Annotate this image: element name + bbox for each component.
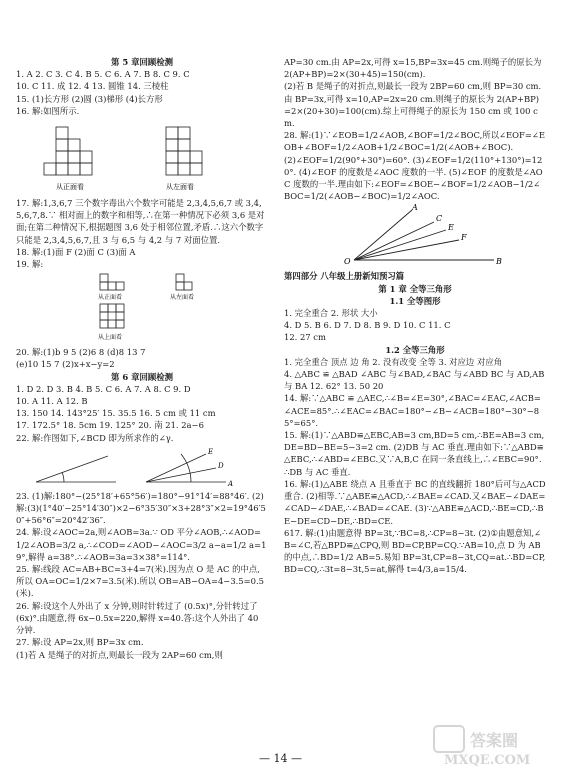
answer-paragraph: AP=30 cm.由 AP=2x,可得 x=15,BP=3x=45 cm.则绳子的原长为 2(AP+BP)=2×(30+45)=150(cm). — [284, 57, 542, 80]
section-title: 1.1 全等图形 — [389, 295, 441, 306]
answer-line: 20. 解:(1)b 9 5 (2)6 8 (d)8 13 7 — [16, 347, 146, 358]
left-column — [16, 56, 268, 661]
answer-line: 16. 解:如图所示. — [16, 105, 80, 116]
point-label: B — [496, 257, 502, 267]
answer-line: 1. A 2. C 3. C 4. B 5. C 6. A 7. B 8. C 9. C — [16, 69, 190, 80]
answer-line: 27. 解:设 AP=2x,则 BP=3x cm. — [16, 637, 144, 648]
chapter6-review-title: 第 6 章回顾检测 — [111, 371, 173, 382]
left-view-label: 从左面看 — [170, 294, 195, 302]
answer-line: 12. 27 cm — [284, 332, 326, 343]
front-view-label: 从正面看 — [98, 294, 123, 302]
top-view-label: 从上面看 — [98, 334, 123, 342]
answer-paragraph: 4. △ABC ≌ △BAD ∠ABC 与∠BAD,∠BAC 与∠ABD BC 与 AD,AB 与 BA 12. 62° 13. 50 20 — [284, 369, 545, 392]
point-label: E — [448, 223, 454, 233]
answer-paragraph: 15. 解:(1)∵△ABD≌△EBC,AB=3 cm,BD=5 cm,∴BE=AB=3 cm,DE=BD−BE=5−3=2 cm. (2)DB 与 AC 垂直.理由如下:∵△ABD≌△EBC,∴∠ABD=∠EBC.又∵A,B,C 在同一条直线上,∴∠EBC=90°.∴DB 与 AC 垂直. — [284, 430, 545, 477]
answer-line: 1. D 2. D 3. B 4. B 5. C 6. A 7. A 8. C 9. D — [16, 383, 191, 394]
svg-text:A: A — [228, 479, 234, 488]
answer-line: 15. (1)长方形 (2)圆 (3)梯形 (4)长方形 — [16, 93, 163, 104]
answer-paragraph: 14. 解:∵△ABC ≌ △AEC,∴∠B=∠E=30°,∠BAC=∠EAC,∠ACB=∠ACE=85°.∴∠EAC=∠BAC=180°−∠B−∠ACB=180°−30°−85°=65°. — [284, 393, 541, 428]
svg-text:答案圈: 答案圈 — [470, 731, 519, 750]
svg-text:D: D — [218, 461, 224, 470]
answer-paragraph: 24. 解:设∠AOC=2a,则∠AOB=3a.∵ OD 平分∠AOB,∴∠AOD=1/2∠AOB=3/2 a,∴∠COD=∠AOD−∠AOC=3/2 a−a=1/2 a=19°,解得 a=38°.∴∠AOB=3a=3×38°=114°. — [16, 527, 267, 562]
chapter5-review-title: 第 5 章回顾检测 — [111, 57, 173, 67]
answer-paragraph: 23. (1)解:180°−(25°18′+65°56′)=180°−91°14′=88°46′. (2)解:(3)(1°40′−25°14′30″)×2−6°35′30″×3+28°3″×2=19°46′50″+56°6″=20°42′36″. — [16, 490, 266, 526]
point-label: O — [344, 257, 351, 267]
answer-line: 10. A 11. A 12. B — [16, 396, 88, 407]
site-watermark-logo — [432, 722, 554, 768]
answer-paragraph: 1. 完全重合 顶点 边 角 2. 没有改变 全等 3. 对应边 对应角 — [284, 356, 503, 367]
part-title: 第四部分 八年级上册新知预习篇 — [284, 271, 405, 282]
answer-line: 18. 解:(1)面 F (2)面 C (3)面 A — [16, 246, 136, 257]
front-view-label: 从正面看 — [56, 183, 84, 192]
answer-line: (e)10 15 7 (2)x+x−y=2 — [16, 359, 115, 370]
answer-paragraph: 28. 解:(1)∵∠EOB=1/2∠AOB,∠BOF=1/2∠BOC,所以∠EOF=∠EOB+∠BOF=1/2∠AOB+1/2∠BOC=1/2(∠AOB+∠BOC). — [284, 130, 545, 153]
answer-paragraph: 17. 解:1,3,6,7 三个数字毒出六个数字可能是 2,3,4,5,6,7 或 3,4,5,6,7,8.∵ 相对面上的数字和相等,∴在第一种情况下必须 3,6 是对面;在第二种情况下,根据题图 3,6 处于相邻位置,矛盾.∴这六个数字只能是 2,3,4,5,6,7,且 3 与 6,5 与 4,2 与 7 对面位置. — [16, 198, 265, 245]
answer-line: 4. D 5. B 6. D 7. D 8. B 9. D 10. C 11. C — [284, 320, 451, 331]
answer-line: 1. 完全重合 2. 形状 大小 — [284, 308, 378, 319]
page-number: — 14 — — [259, 752, 302, 765]
svg-text:MXQE.COM: MXQE.COM — [444, 753, 531, 768]
answer-paragraph: 25. 解:线段 AC=AB+BC=3+4=7(米).因为点 O 是 AC 的中点,所以 OA=OC=1/2×7=3.5(米).所以 OB=AB−OA=4−3.5=0.5(米). — [16, 564, 264, 599]
left-view-label: 从左面看 — [166, 183, 194, 192]
answer-paragraph: 617. 解:(1)由题意得 BP=3t,∵BC=8,∴CP=8−3t. (2)①由题意知,∠B=∠C,若△BPD≌△CPQ,则 BD=CP,BP=CQ.∵AB=10,点 D 为 AB 的中点,∴BD=1/2 AB=5.易知 BP=3t,CP=8−3t,CQ=at.∴BD=CP,BD=CQ,∴3t=8−3t,5=at,解得 t=4/3,a=15/4. — [284, 527, 546, 575]
chapter-title: 第 1 章 全等三角形 — [378, 283, 452, 294]
point-label: C — [436, 214, 443, 224]
answer-line: 19. 解: — [16, 259, 44, 270]
answer-paragraph: (2)若 B 是绳子的对折点,则最长一段为 2BP=60 cm,则 BP=30 cm.由 BP=3x,可得 x=10,AP=2x=20 cm.则绳子的原长为 2(AP+BP)=2×(20+30)=100(cm).综上可得绳子的原长为 150 cm 或 100 cm. — [284, 81, 542, 129]
angle-construction-figure — [16, 446, 268, 488]
answer-paragraph: 16. 解:(1)△ABE 绕点 A 且垂直于 BC 的直线翻折 180°后可与△ACD 重合. (2)相等.∵△ABE≌△ACD,∴∠BAE=∠CAD.又∠BAE−∠DAE=∠CAD−∠DAE,∴∠BAD=∠CAE. (3)∵△ABE≌△ACD,∴BE=CD,∴BE−DE=CD−DE,∴BD=CE. — [284, 478, 546, 526]
cube-views-figure-16 — [16, 119, 268, 195]
answer-paragraph: (2)∠EOF=1/2(90°+30°)=60°. (3)∠EOF=1/2(110°+130°)=120°. (4)∠EOF 的度数是∠AOC 度数的一半. (5)∠EOF 的度数是∠AOC 度数的一半.理由如下:∠EOF=∠BOE−∠BOF=1/2∠AOB−1/2∠BOC=1/2(∠AOB−∠BOC)=1/2∠AOC. — [284, 154, 543, 202]
answer-line: 17. 172.5° 18. 5cm 19. 125° 20. 南 21. 2a−6 — [16, 420, 204, 431]
answer-line: 22. 解:作图如下,∠BCD 即为所求作的∠γ. — [16, 432, 174, 443]
rays-angle-figure — [284, 204, 546, 268]
answer-line: 13. 150 14. 143°25′ 15. 35.5 16. 5 cm 或 11 cm — [16, 408, 216, 419]
svg-text:E: E — [208, 447, 214, 456]
cube-views-figure-19 — [16, 272, 268, 344]
point-label: F — [461, 233, 467, 243]
section-title: 1.2 全等三角形 — [385, 344, 445, 355]
right-column — [284, 56, 546, 576]
answer-paragraph: 26. 解:设这个人外出了 x 分钟,则时针转过了 (0.5x)°,分针转过了 (6x)°.由题意,得 6x−0.5x=220,解得 x=40.答:这个人外出了 40 分钟. — [16, 600, 259, 636]
point-label: A — [412, 204, 418, 213]
answer-line: (1)若 A 是绳子的对折点,则最长一段为 2AP=60 cm,则 — [16, 649, 223, 660]
answer-line: 10. C 11. 成 12. 4 13. 圆锥 14. 三棱柱 — [16, 81, 169, 92]
